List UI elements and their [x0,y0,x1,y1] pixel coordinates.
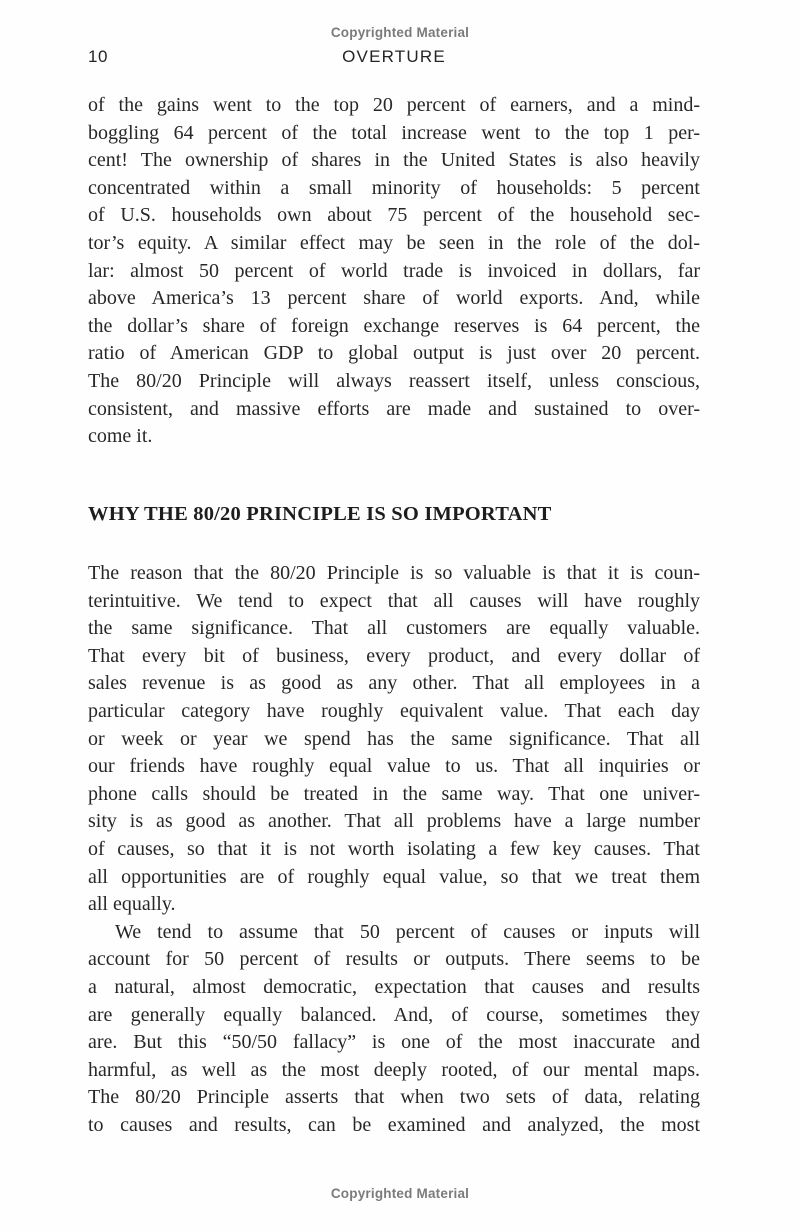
text-line: consistent, and massive efforts are made and sustained to over- [88,397,700,420]
text-line: The 80/20 Principle asserts that when two sets of data, relating [88,1086,700,1109]
paragraph-continuation [88,92,700,451]
text-line: account for 50 percent of results or outputs. There seems to be [88,948,700,971]
text-line: to causes and results, can be examined and analyzed, the most [88,1113,700,1136]
page-number: 10 [88,47,108,66]
text-line: come it. [88,425,153,448]
text-line: a natural, almost democratic, expectation that causes and results [88,975,700,998]
page-header [88,47,700,67]
text-line: harmful, as well as the most deeply rooted, of our mental maps. [88,1058,700,1081]
text-line: above America’s 13 percent share of world exports. And, while [88,287,700,310]
text-line: boggling 64 percent of the total increase went to the top 1 per- [88,121,700,144]
paragraph [88,919,700,1140]
text-line: of the gains went to the top 20 percent of earners, and a mind- [88,94,700,116]
text-line: That every bit of business, every product, and every dollar of [88,644,700,667]
text-line: all opportunities are of roughly equal value, so that we treat them [88,865,700,888]
text-line: The reason that the 80/20 Principle is so valuable is that it is coun- [88,562,700,584]
text-line: of causes, so that it is not worth isolating a few key causes. That [88,837,700,860]
text-line: particular category have roughly equivalent value. That each day [88,699,700,722]
text-line: cent! The ownership of shares in the United States is also heavily [88,149,700,172]
text-line: all equally. [88,893,176,916]
text-line: sity is as good as another. That all problems have a large number [88,810,700,833]
text-line: our friends have roughly equal value to us. That all inquiries or [88,755,700,778]
text-line: are. But this “50/50 fallacy” is one of the most inaccurate and [88,1031,700,1054]
text-line: of U.S. households own about 75 percent of the household sec- [88,204,700,227]
text-line: terintuitive. We tend to expect that all causes will have roughly [88,589,700,612]
text-line: or week or year we spend has the same significance. That all [88,727,700,750]
running-head: OVERTURE [342,47,446,66]
copyright-notice-top: Copyrighted Material [330,25,470,40]
text-line: tor’s equity. A similar effect may be seen in the role of the dol- [88,231,700,254]
text-line: lar: almost 50 percent of world trade is invoiced in dollars, far [88,259,700,282]
text-line: phone calls should be treated in the same way. That one univer- [88,782,700,805]
paragraph [88,560,700,919]
text-line: are generally equally balanced. And, of course, sometimes they [88,1003,700,1026]
text-line: the dollar’s share of foreign exchange reserves is 64 percent, the [88,314,700,337]
copyright-notice-bottom: Copyrighted Material [330,1186,470,1201]
text-line: The 80/20 Principle will always reassert itself, unless conscious, [88,369,700,392]
section-heading: WHY THE 80/20 PRINCIPLE IS SO IMPORTANT [88,503,552,525]
text-line: the same significance. That all customers are equally valuable. [88,617,700,640]
text-line: We tend to assume that 50 percent of causes or inputs will [115,920,700,943]
text-line: ratio of American GDP to global output is just over 20 percent. [88,342,700,365]
text-line: concentrated within a small minority of households: 5 percent [88,176,700,199]
body-text [88,560,700,1139]
text-line: sales revenue is as good as any other. That all employees in a [88,672,700,695]
